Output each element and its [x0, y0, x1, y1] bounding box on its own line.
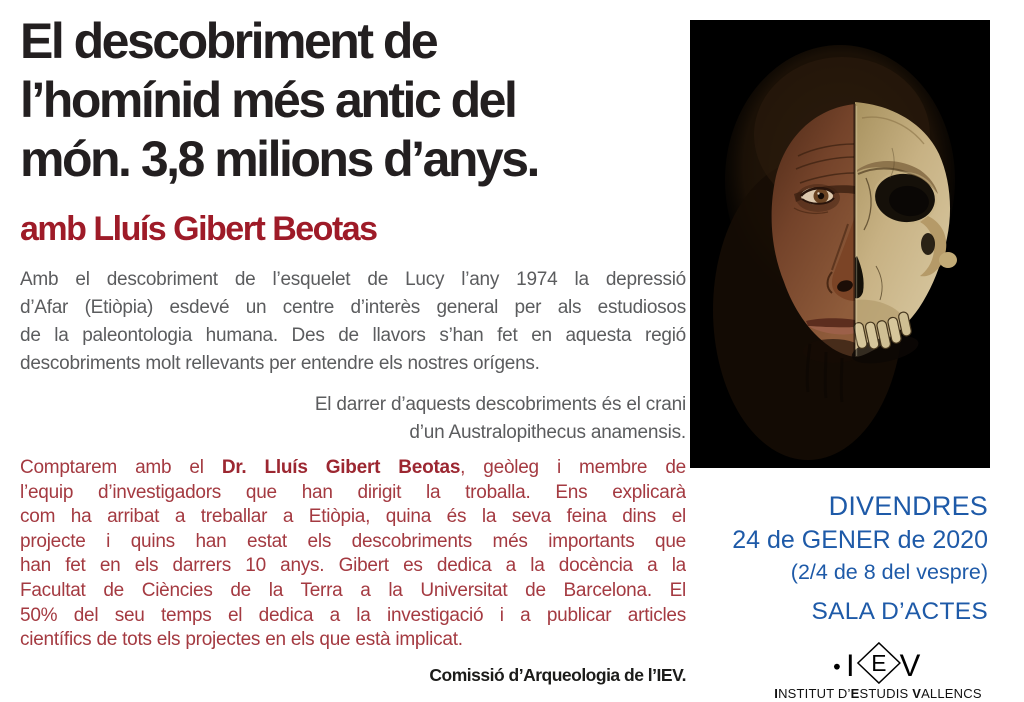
speaker-line: han fet en els darrers 10 anys. Gibert es dedica a la docència a la — [20, 555, 686, 577]
face-skull-seam — [853, 104, 857, 358]
speaker-line: Facultat de Ciències de la Terra a la Universitat de Barcelona. El — [20, 579, 686, 601]
title-line-2: l’homínid més antic del — [20, 72, 516, 128]
event-place: SALA D’ACTES — [811, 598, 988, 625]
logo-sub-part: ALLENCS — [921, 686, 982, 701]
logo-sub-part: I — [774, 686, 779, 701]
intro-line: d’Afar (Etiòpia) esdevé un centre d’interès general per als estudiosos — [20, 297, 686, 318]
logo-sub-part: STUDIS — [859, 686, 913, 701]
logo-sub-part: E — [850, 686, 860, 701]
australopithecus-face-skull-image — [690, 20, 990, 468]
speaker-line: 50% del seu temps el dedica a la investigació i a publicar articles — [20, 604, 686, 626]
logo-sub-part: V — [912, 686, 922, 701]
poster-title — [20, 12, 538, 189]
title-line-1: El descobriment de — [20, 13, 437, 69]
speaker-line — [20, 456, 686, 481]
intro-line: descobriments molt rellevants per entendre els nostres orígens. — [20, 353, 540, 374]
iev-logo-mark — [830, 642, 926, 684]
event-time: (2/4 de 8 del vespre) — [790, 560, 988, 584]
logo-dot — [834, 664, 840, 670]
iev-logo — [766, 642, 990, 701]
speaker-name: Dr. Lluís Gibert Beotas — [221, 457, 461, 478]
speaker-line: projecte i quins han estat els descobriments més importants que — [20, 530, 686, 552]
logo-sub-part: NSTITUT D’ — [778, 686, 851, 701]
speaker-line: científics de tots els projectes en els que està implicat. — [20, 629, 463, 651]
title-line-3: món. 3,8 milions d’anys. — [20, 131, 538, 187]
organizer-credit: Comissió d’Arqueologia de l’IEV. — [429, 665, 686, 685]
intro-line: de la paleontologia humana. Des de llavors s’han fet en aquesta regió — [20, 325, 686, 346]
speaker-line: l’equip d’investigadors que han dirigit la troballa. Ens explicarà — [20, 481, 686, 503]
speaker-line1-post: , geòleg i membre de — [460, 457, 686, 478]
highlight-line: d’un Australopithecus anamensis. — [409, 422, 686, 443]
iev-logo-subtitle — [766, 686, 990, 701]
speaker-subtitle: amb Lluís Gibert Beotas — [20, 210, 377, 248]
detached-bone-fragment — [939, 252, 957, 268]
logo-letter-v: V — [899, 647, 921, 683]
highlight-line: El darrer d’aquests descobriments és el crani — [314, 394, 686, 415]
intro-line: Amb el descobriment de l’esquelet de Lucy l’any 1974 la depressió — [20, 269, 686, 290]
australopithecus-photo — [690, 20, 990, 468]
logo-letter-e: E — [871, 650, 887, 677]
event-details — [732, 488, 988, 629]
speaker-paragraph — [20, 456, 686, 653]
logo-letter-i: I — [846, 647, 855, 683]
speaker-line: com ha arribat a treballar a Etiòpia, quina és la seva feina dins el — [20, 506, 686, 528]
event-date: 24 de GENER de 2020 — [732, 526, 988, 554]
speaker-line1-pre: Comptarem amb el — [20, 457, 222, 478]
highlight-paragraph — [20, 391, 686, 447]
intro-paragraph — [20, 266, 686, 378]
event-day: DIVENDRES — [828, 491, 988, 521]
